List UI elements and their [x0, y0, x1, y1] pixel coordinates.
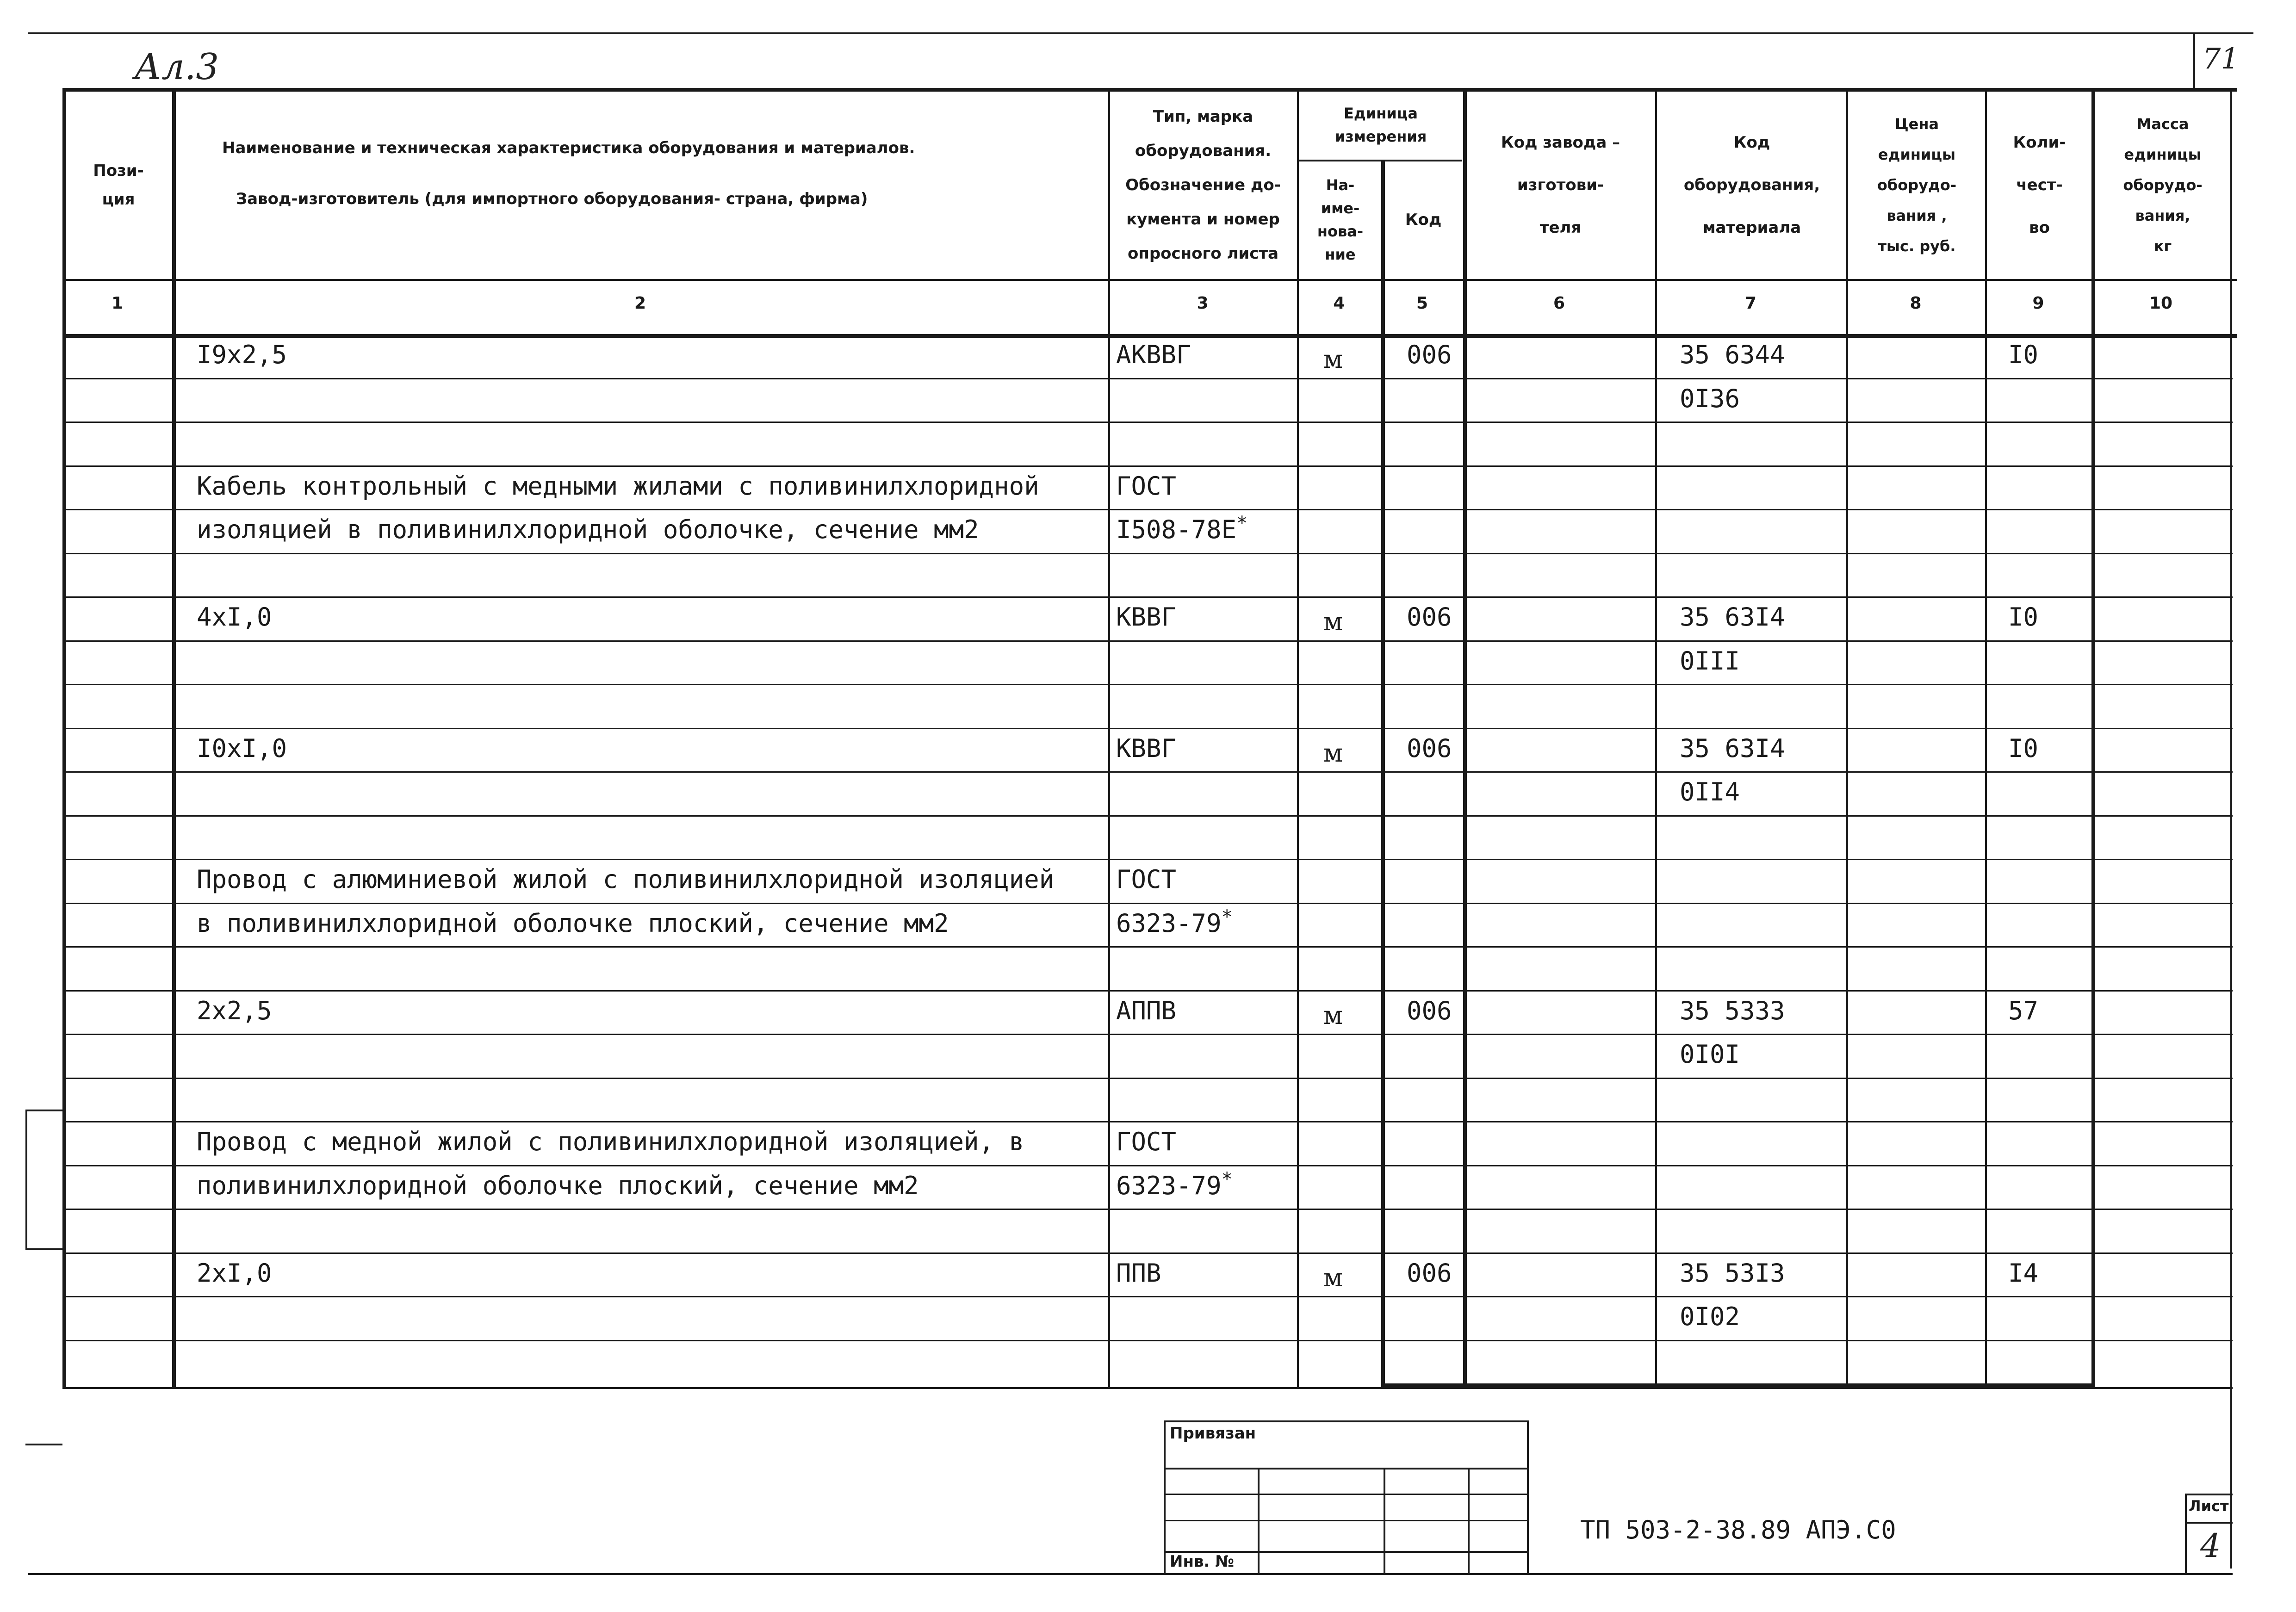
row-separator [62, 903, 2233, 904]
table-cell-c7 [1680, 995, 1785, 1027]
cell-text: 35 5333 [1680, 996, 1785, 1025]
margin-tick-3 [25, 1444, 62, 1445]
cell-text: ГОСТ [1116, 865, 1177, 894]
row-separator [62, 1034, 2233, 1035]
cell-text: I0хI,0 [197, 734, 287, 763]
cell-text: Кабель контрольный с медными жилами с поливинилхлоридной [197, 471, 1039, 501]
cell-text: 0I0I [1680, 1040, 1740, 1069]
header-bottom-border [62, 279, 2237, 281]
row-separator [62, 946, 2233, 948]
document-code: ТП 503-2-38.89 АПЭ.С0 [1580, 1515, 1896, 1544]
row-separator [62, 728, 2233, 729]
cell-text: 006 [1407, 996, 1452, 1025]
table-cell-c3 [1116, 863, 1176, 896]
table-cell-c3 [1116, 339, 1191, 371]
table-cell-c3 [1116, 907, 1233, 940]
cell-text: 35 63I4 [1680, 734, 1785, 763]
data-block-bottom [1381, 1383, 2095, 1387]
table-cell-c3 [1116, 1170, 1233, 1202]
numbers-row-bottom-border [62, 334, 2237, 338]
cell-text: 2хI,0 [197, 1259, 272, 1288]
cell-text: 2х2,5 [197, 996, 272, 1025]
cell-text: 35 6344 [1680, 340, 1785, 369]
table-cell-c7 [1680, 776, 1740, 808]
cell-text: 57 [2008, 996, 2039, 1025]
column-number-6: 6 [1553, 294, 1565, 313]
cell-text: АКВВГ [1116, 340, 1191, 369]
stamp-inv-label: Инв. № [1170, 1552, 1235, 1571]
table-cell-c2 [197, 1257, 272, 1290]
cell-text: м [1323, 345, 1343, 374]
col-divider-9 [2091, 88, 2095, 1388]
cell-text: 0I36 [1680, 384, 1740, 413]
header-plant-code: Код завода – изготови- теля [1501, 133, 1620, 237]
header-type: Тип, марка оборудования. Обозначение до- кумента и номер опросного листа [1125, 107, 1281, 263]
header-unit-code: Код [1405, 211, 1442, 229]
table-cell-c3 [1116, 514, 1247, 546]
revision-mark: * [1221, 1169, 1233, 1190]
cell-text: I0 [2008, 602, 2039, 632]
cell-text: 006 [1407, 340, 1452, 369]
cell-text: КВВГ [1116, 734, 1177, 763]
column-number-8: 8 [1910, 294, 1922, 313]
row-separator [62, 509, 2233, 510]
corner-mark: Ал.3 [134, 46, 219, 88]
table-cell-c9 [2008, 995, 2038, 1027]
top-border [28, 32, 2253, 34]
table-cell-c2 [197, 907, 949, 940]
row-separator [62, 1252, 2233, 1254]
handwritten-page-number: 71 [2203, 42, 2239, 75]
header-unit-name: На- име- нова- ние [1317, 176, 1364, 263]
row-separator [62, 1340, 2233, 1341]
stamp-bound-label: Привязан [1170, 1424, 1256, 1443]
table-cell-c7 [1680, 732, 1785, 765]
col-divider-8 [1985, 88, 1987, 1388]
table-cell-c3 [1116, 1126, 1176, 1158]
cell-text: 6323-79 [1116, 909, 1222, 938]
cell-text: изоляцией в поливинилхлоридной оболочке, сечение мм2 [197, 515, 979, 544]
cell-text: ГОСТ [1116, 471, 1177, 501]
column-number-10: 10 [2149, 294, 2173, 313]
revision-mark: * [1221, 906, 1233, 928]
col-divider-5 [1463, 88, 1467, 1388]
col-divider-6 [1655, 88, 1657, 1388]
table-cell-c7 [1680, 645, 1740, 677]
header-unit-group: Единица измерения [1334, 105, 1427, 145]
table-cell-c7 [1680, 339, 1785, 371]
cell-text: КВВГ [1116, 602, 1177, 632]
cell-text: 0III [1680, 646, 1740, 676]
table-cell-c4 [1323, 999, 1343, 1032]
table-cell-c4 [1323, 737, 1343, 769]
table-cell-c2 [197, 863, 1054, 896]
row-separator [62, 640, 2233, 642]
table-cell-c2 [197, 1170, 919, 1202]
cell-text: м [1323, 1001, 1343, 1030]
sheet-bottom-border [28, 1573, 2233, 1575]
cell-text: 6323-79 [1116, 1171, 1222, 1200]
row-separator [62, 553, 2233, 554]
row-separator [62, 465, 2233, 467]
cell-text: I0 [2008, 734, 2039, 763]
table-cell-c9 [2008, 1257, 2038, 1290]
cell-text: I9х2,5 [197, 340, 287, 369]
table-cell-c9 [2008, 601, 2038, 633]
column-number-2: 2 [634, 294, 646, 313]
header-unit-price: Цена единицы оборудо- вания , тыс. руб. [1877, 115, 1957, 255]
cell-text: поливинилхлоридной оболочке плоский, сечение мм2 [197, 1171, 919, 1200]
row-separator [62, 1078, 2233, 1079]
table-cell-c2 [197, 995, 272, 1027]
cell-text: м [1323, 607, 1343, 636]
table-cell-c7 [1680, 1301, 1740, 1333]
cell-text: Провод с медной жилой с поливинилхлоридной изоляцией, в [197, 1127, 1024, 1156]
cell-text: 006 [1407, 1259, 1452, 1288]
table-cell-c4 [1323, 606, 1343, 638]
margin-line [25, 1110, 27, 1248]
table-cell-c3 [1116, 1257, 1161, 1290]
cell-text: ППВ [1116, 1259, 1161, 1288]
table-top-border [62, 88, 2237, 92]
col-divider-3 [1297, 88, 1299, 1388]
cell-text: АППВ [1116, 996, 1177, 1025]
row-separator [62, 771, 2233, 773]
table-cell-c9 [2008, 339, 2038, 371]
unit-group-divider [1297, 160, 1462, 161]
column-number-4: 4 [1333, 294, 1345, 313]
sheet-label: Лист [2189, 1497, 2229, 1515]
cell-text: 35 63I4 [1680, 602, 1785, 632]
table-cell-c7 [1680, 1038, 1740, 1071]
margin-tick-2 [25, 1248, 62, 1250]
col-divider-1 [172, 88, 176, 1388]
cell-text: 0II4 [1680, 777, 1740, 806]
cell-text: I4 [2008, 1259, 2039, 1288]
column-number-1: 1 [111, 294, 124, 313]
sheet-number: 4 [2200, 1527, 2221, 1565]
table-cell-c7 [1680, 601, 1785, 633]
cell-text: 35 53I3 [1680, 1259, 1785, 1288]
table-cell-c7 [1680, 1257, 1785, 1290]
row-separator [62, 684, 2233, 685]
table-cell-c2 [197, 339, 287, 371]
col-divider-4 [1381, 160, 1385, 1388]
header-name-line2: Завод-изготовитель (для импортного оборудования- страна, фирма) [236, 190, 868, 208]
cell-text: I508-78Е [1116, 515, 1237, 544]
table-cell-c4 [1323, 343, 1343, 376]
cell-text: 006 [1407, 602, 1452, 632]
table-cell-c5 [1407, 995, 1452, 1027]
table-cell-c2 [197, 470, 1039, 502]
row-separator [62, 422, 2233, 423]
header-unit-mass: Масса единицы оборудо- вания, кг [2123, 115, 2203, 255]
table-left-border [62, 88, 66, 1388]
table-cell-c5 [1407, 339, 1452, 371]
table-cell-c3 [1116, 470, 1176, 502]
header-name-line1: Наименование и техническая характеристика оборудования и материалов. [222, 139, 915, 157]
table-cell-c3 [1116, 601, 1176, 633]
cell-text: 0I02 [1680, 1302, 1740, 1331]
column-number-9: 9 [2032, 294, 2044, 313]
row-separator [62, 1209, 2233, 1210]
col-divider-2 [1108, 88, 1110, 1388]
table-cell-c2 [197, 601, 272, 633]
table-bottom-border [62, 1387, 2233, 1389]
table-cell-c2 [197, 1126, 1024, 1158]
column-number-7: 7 [1744, 294, 1757, 313]
revision-mark: * [1236, 513, 1248, 534]
cell-text: ГОСТ [1116, 1127, 1177, 1156]
table-right-border [2230, 88, 2232, 1569]
table-cell-c5 [1407, 1257, 1452, 1290]
row-separator [62, 1296, 2233, 1297]
row-separator [62, 815, 2233, 817]
row-separator [62, 1121, 2233, 1122]
cell-text: в поливинилхлоридной оболочке плоский, сечение мм2 [197, 909, 949, 938]
cell-text: м [1323, 738, 1343, 768]
cell-text: Провод с алюминиевой жилой с поливинилхлоридной изоляцией [197, 865, 1055, 894]
header-position: Пози- ция [93, 161, 144, 209]
cell-text: I0 [2008, 340, 2039, 369]
table-cell-c5 [1407, 601, 1452, 633]
row-separator [62, 990, 2233, 992]
row-separator [62, 596, 2233, 598]
column-number-3: 3 [1197, 294, 1209, 313]
table-cell-c9 [2008, 732, 2038, 765]
table-cell-c7 [1680, 383, 1740, 415]
row-separator [62, 378, 2233, 379]
header-equipment-code: Код оборудования, материала [1683, 133, 1820, 237]
column-number-5: 5 [1416, 294, 1428, 313]
header-quantity: Коли- чест- во [2013, 133, 2066, 237]
table-cell-c3 [1116, 732, 1176, 765]
table-cell-c5 [1407, 732, 1452, 765]
table-cell-c3 [1116, 995, 1176, 1027]
row-separator [62, 1165, 2233, 1166]
table-cell-c4 [1323, 1262, 1343, 1294]
table-cell-c2 [197, 732, 287, 765]
col-divider-7 [1846, 88, 1848, 1388]
cell-text: 006 [1407, 734, 1452, 763]
page-number-box-left [2193, 32, 2195, 90]
table-cell-c2 [197, 514, 979, 546]
row-separator [62, 859, 2233, 860]
cell-text: 4хI,0 [197, 602, 272, 632]
cell-text: м [1323, 1263, 1343, 1292]
margin-tick-1 [25, 1110, 62, 1111]
